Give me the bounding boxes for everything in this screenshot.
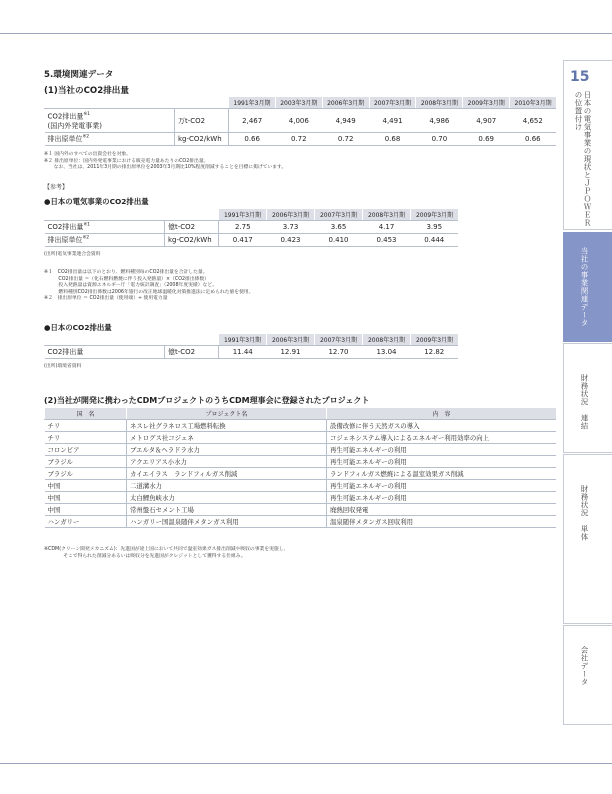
value-cell: 0.68 [369, 133, 416, 146]
side-tab-label: 財務状況 連結 [580, 374, 589, 430]
nation-table-wrap [44, 334, 458, 359]
side-section-title: 日本の電気事業の現状とＪＰＯＷＥＲの位置付け [574, 91, 592, 227]
column-header: 2009年3月期 [411, 209, 459, 221]
country-cell: ハンガリー [45, 516, 127, 528]
cdm-table [44, 408, 556, 528]
note-line: ※１ 国内外のすべての出資会社を対象。 [44, 152, 131, 157]
value-cell: 4,907 [463, 109, 510, 133]
japan-notes [44, 270, 253, 303]
unit-cell: kg-CO2/kWh [165, 234, 219, 247]
co2-title: (1)当社のCO2排出量 [44, 86, 129, 96]
value-cell: 4,652 [510, 109, 556, 133]
value-cell: 12.82 [411, 346, 459, 359]
table-row [45, 346, 459, 359]
value-cell: 3.73 [267, 221, 315, 234]
country-cell: ブラジル [45, 456, 127, 468]
footnote-marker: ※1 [83, 112, 90, 118]
column-header: 2006年3月期 [322, 97, 369, 109]
content-cell: 設備改修に伴う天然ガスの導入 [327, 420, 557, 432]
value-cell: 2.75 [219, 221, 267, 234]
unit-cell: 億t-CO2 [165, 346, 219, 359]
column-header: 2008年3月期 [363, 209, 411, 221]
footnote-marker: ※2 [82, 134, 90, 140]
note-line: ※２ 排出原単位：国内外発電事業における販売電力量あたりのCO2排出量。 [44, 158, 209, 164]
project-cell: アクエリアス小水力 [127, 456, 327, 468]
project-cell: メトログス社コジェネ [127, 432, 327, 444]
note-line: ※CDM(クリーン開発メカニズム)：先進国が途上国において共同で温室効果ガス排出削減や吸収の事業を実施し、 [44, 547, 289, 552]
row-label-text: CO2排出量 [47, 223, 84, 231]
row-label-text: 排出原単位 [47, 135, 83, 143]
column-header: 1991年3月期 [229, 97, 276, 109]
value-cell: 4,491 [369, 109, 416, 133]
nation-title: ●日本のCO2排出量 [44, 323, 112, 332]
japan-title-wrap [44, 196, 149, 209]
value-cell: 0.70 [416, 133, 463, 146]
table-row [45, 480, 557, 492]
row-label-text: CO2排出量 [47, 112, 84, 121]
value-cell: 0.417 [219, 234, 267, 247]
column-header: 2007年3月期 [315, 334, 363, 346]
japan-title: ●日本の電気事業のCO2排出量 [44, 197, 149, 206]
blank-header [45, 97, 175, 109]
row-label [45, 234, 165, 247]
column-header: 2009年3月期 [463, 97, 510, 109]
table-row [45, 516, 557, 528]
column-header: 2008年3月期 [363, 334, 411, 346]
co2-table-wrap [44, 97, 556, 146]
value-cell: 4.17 [363, 221, 411, 234]
value-cell: 4,986 [416, 109, 463, 133]
row-label [45, 133, 175, 146]
value-cell: 0.423 [267, 234, 315, 247]
row-sub-label: (国内外発電事業) [47, 121, 102, 130]
table-header-row [45, 408, 557, 420]
table-header-row [45, 334, 459, 346]
row-label [45, 221, 165, 234]
note-line: 燃料種別CO2排出係数は2006年施行の改正地球温暖化対策推進法に定められた値を使用。 [44, 289, 254, 295]
project-cell: 常州盤石セメント工場 [127, 504, 327, 516]
side-tab-business-data[interactable] [563, 232, 612, 342]
value-cell: 11.44 [219, 346, 267, 359]
value-cell: 0.72 [275, 133, 322, 146]
footnote-marker: ※2 [82, 235, 90, 241]
value-cell: 0.69 [463, 133, 510, 146]
table-row [45, 432, 557, 444]
blank-header [175, 97, 229, 109]
note-line: なお、当社は、2011年3月期の排出原単位を2003年3月期比10%程度削減することを目標に掲げています。 [44, 165, 287, 171]
japan-table-wrap [44, 209, 458, 247]
section-header [44, 68, 113, 82]
side-tab-label: 会社データ [580, 646, 589, 686]
value-cell: 3.95 [411, 221, 459, 234]
table-row [45, 492, 557, 504]
content-cell: 再生可能エネルギーの利用 [327, 456, 557, 468]
side-tab-label: 当社の事業関連データ [580, 247, 589, 327]
japan-source: (出所)電気事業連合会資料 [44, 252, 101, 257]
value-cell: 3.65 [315, 221, 363, 234]
side-tab-label: 財務状況 単体 [580, 485, 589, 541]
note-line: 投入発熱量は資源エネルギー庁「電力統計調査」（2008年度実績）など。 [44, 283, 217, 289]
note-line: CO2排出量 ＝（化石燃料燃焼に伴う投入発熱量）×（CO2排出係数） [44, 276, 210, 282]
cdm-table-wrap [44, 408, 556, 528]
column-header: 2007年3月期 [315, 209, 363, 221]
japan-co2-table [44, 209, 458, 247]
side-section-index [563, 60, 612, 230]
blank-header [45, 209, 165, 221]
country-cell: 中国 [45, 480, 127, 492]
bottom-rule [0, 763, 612, 764]
nation-co2-table [44, 334, 458, 359]
blank-header [165, 334, 219, 346]
column-header: 2003年3月期 [275, 97, 322, 109]
value-cell: 12.70 [315, 346, 363, 359]
project-cell: 二道溝水力 [127, 480, 327, 492]
cdm-title-wrap [44, 395, 369, 408]
value-cell: 12.91 [267, 346, 315, 359]
note-line: そこで得られた削減分あるいは吸収分を先進国がクレジットとして獲得する仕組み。 [44, 553, 246, 559]
project-cell: カイエイラス ランドフィルガス削減 [127, 468, 327, 480]
table-header-row [45, 97, 557, 109]
reference-label: 【参考】 [44, 184, 69, 191]
content-cell: 再生可能エネルギーの利用 [327, 492, 557, 504]
column-header: 1991年3月期 [219, 334, 267, 346]
cdm-notes [44, 547, 288, 560]
column-header: 2007年3月期 [369, 97, 416, 109]
column-header: 2009年3月期 [411, 334, 459, 346]
project-cell: ハンガリー国温泉随伴メタンガス利用 [127, 516, 327, 528]
table-row [45, 504, 557, 516]
column-header: 内 容 [327, 408, 557, 420]
column-header: 2006年3月期 [267, 209, 315, 221]
side-tab-financial-nonconsolidated[interactable] [563, 454, 612, 624]
note-line: ※２ 排出原単位 ＝ CO2排出量（使用端）÷ 使用電力量 [44, 296, 168, 302]
country-cell: チリ [45, 432, 127, 444]
value-cell: 0.453 [363, 234, 411, 247]
column-header: 2006年3月期 [267, 334, 315, 346]
value-cell: 13.04 [363, 346, 411, 359]
row-label: CO2排出量 [45, 346, 165, 359]
co2-notes [44, 152, 286, 172]
content-cell: 再生可能エネルギーの利用 [327, 444, 557, 456]
table-row [45, 234, 459, 247]
unit-cell: 億t-CO2 [165, 221, 219, 234]
co2-title-wrap [44, 84, 129, 98]
project-cell: 太白鯉魚峡水力 [127, 492, 327, 504]
value-cell: 0.66 [229, 133, 276, 146]
side-tab-financial-consolidated[interactable] [563, 343, 612, 453]
table-row [45, 420, 557, 432]
table-row [45, 221, 459, 234]
top-rule [0, 33, 612, 34]
column-header: プロジェクト名 [127, 408, 327, 420]
content-cell: 廃熱回収発電 [327, 504, 557, 516]
value-cell: 0.66 [510, 133, 556, 146]
value-cell: 2,467 [229, 109, 276, 133]
side-tab-company-data[interactable] [563, 625, 612, 725]
column-header: 2010年3月期 [510, 97, 556, 109]
content-cell: 温泉随伴メタンガス回収利用 [327, 516, 557, 528]
column-header: 国 名 [45, 408, 127, 420]
country-cell: 中国 [45, 492, 127, 504]
table-row [45, 468, 557, 480]
value-cell: 0.72 [322, 133, 369, 146]
section-title: 5.環境関連データ [44, 70, 114, 80]
cdm-title: (2)当社が開発に携わったCDMプロジェクトのうちCDM理事会に登録されたプロジェクト [44, 396, 370, 405]
country-cell: ブラジル [45, 468, 127, 480]
nation-source: (出所)環境省資料 [44, 364, 82, 369]
value-cell: 0.444 [411, 234, 459, 247]
unit-cell: 万t-CO2 [175, 109, 229, 133]
value-cell: 4,949 [322, 109, 369, 133]
value-cell: 4,006 [275, 109, 322, 133]
note-line: ※１ CO2排出量は以下のとおり、燃料種別毎のCO2排出量を合計した量。 [44, 270, 208, 275]
row-label-text: 排出原単位 [47, 236, 83, 244]
value-cell: 0.410 [315, 234, 363, 247]
co2-table [44, 97, 556, 146]
content-cell: ランドフィルガス燃焼による温室効果ガス削減 [327, 468, 557, 480]
project-cell: ネスレ社グラネロス工場燃料転換 [127, 420, 327, 432]
unit-cell: kg-CO2/kWh [175, 133, 229, 146]
content-cell: 再生可能エネルギーの利用 [327, 480, 557, 492]
content-cell: コジェネシステム導入によるエネルギー利用効率の向上 [327, 432, 557, 444]
country-cell: コロンビア [45, 444, 127, 456]
country-cell: チリ [45, 420, 127, 432]
table-row [45, 456, 557, 468]
table-row [45, 133, 557, 146]
page-number: 15 [570, 69, 590, 85]
table-header-row [45, 209, 459, 221]
column-header: 1991年3月期 [219, 209, 267, 221]
blank-header [45, 334, 165, 346]
table-row [45, 444, 557, 456]
project-cell: ブエルタ＆ヘラドラ水力 [127, 444, 327, 456]
column-header: 2008年3月期 [416, 97, 463, 109]
table-row [45, 109, 557, 133]
footnote-marker: ※1 [83, 222, 90, 228]
row-label [45, 109, 175, 133]
country-cell: 中国 [45, 504, 127, 516]
blank-header [165, 209, 219, 221]
